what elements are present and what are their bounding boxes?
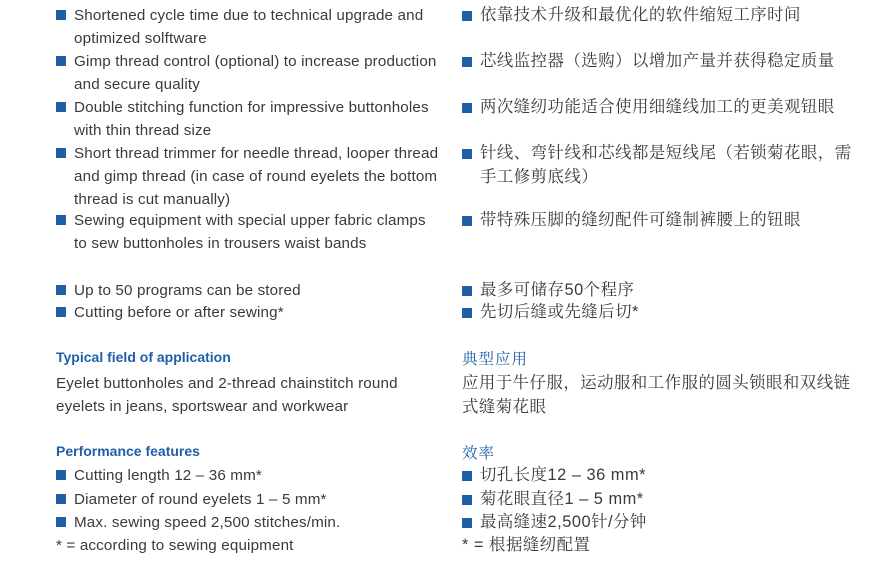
bullet-square-icon [56,285,66,295]
bullet-square-icon [56,10,66,20]
application-heading: Typical field of application [56,349,231,365]
bullet-square-icon [462,471,472,481]
performance-text: 最高缝速2,500针/分钟 [480,513,647,531]
bullet-square-icon [462,308,472,318]
performance-text: 切孔长度12 – 36 mm* [480,466,646,484]
feature-text: 依靠技术升级和最优化的软件缩短工序时间 [480,6,801,24]
feature-text: 两次缝纫功能适合使用细缝线加工的更美观钮眼 [480,98,835,116]
bullet-square-icon [56,307,66,317]
performance-text: Diameter of round eyelets 1 – 5 mm* [74,491,327,508]
bullet-square-icon [462,518,472,528]
feature-text: Up to 50 programs can be stored [74,282,301,299]
bullet-square-icon [462,57,472,67]
bullet-square-icon [56,494,66,504]
bullet-square-icon [462,286,472,296]
feature-text: Double stitching function for impressive buttonholes with thin thread size [74,99,429,139]
feature-text: 最多可储存50个程序 [480,281,635,299]
application-text: 应用于牛仔服，运动服和工作服的圆头锁眼和双线链式缝菊花眼 [462,374,851,416]
bullet-square-icon [462,103,472,113]
bullet-square-icon [462,11,472,21]
feature-text: Gimp thread control (optional) to increase production and secure quality [74,53,437,93]
bullet-square-icon [462,216,472,226]
feature-text: Cutting before or after sewing* [74,304,284,321]
bullet-square-icon [56,215,66,225]
application-heading: 典型应用 [462,351,529,368]
bullet-square-icon [56,56,66,66]
bullet-square-icon [56,470,66,480]
feature-text: 先切后缝或先缝后切* [480,303,639,321]
feature-text: 带特殊压脚的缝纫配件可缝制裤腰上的钮眼 [480,211,801,229]
footnote: * = 根据缝纫配置 [462,536,591,554]
bullet-square-icon [56,102,66,112]
bullet-square-icon [462,149,472,159]
bullet-square-icon [56,517,66,527]
feature-text: 针线、弯针线和芯线都是短线尾（若锁菊花眼，需手工修剪底线） [480,144,852,186]
feature-text: Sewing equipment with special upper fabric clamps to sew buttonholes in trousers waist bands [74,212,426,252]
application-text: Eyelet buttonholes and 2-thread chainstitch round eyelets in jeans, sportswear and workwear [56,375,398,415]
performance-heading: Performance features [56,443,200,459]
feature-text: 芯线监控器（选购）以增加产量并获得稳定质量 [480,52,835,70]
footnote: * = according to sewing equipment [56,537,294,554]
performance-heading: 效率 [462,445,496,462]
performance-text: Cutting length 12 – 36 mm* [74,467,262,484]
performance-text: 菊花眼直径1 – 5 mm* [480,490,644,508]
feature-text: Short thread trimmer for needle thread, looper thread and gimp thread (in case of round eyelets the bottom thread is cut manually) [74,145,439,208]
bullet-square-icon [56,148,66,158]
bullet-square-icon [462,495,472,505]
feature-text: Shortened cycle time due to technical upgrade and optimized solftware [74,7,424,47]
performance-text: Max. sewing speed 2,500 stitches/min. [74,514,341,531]
